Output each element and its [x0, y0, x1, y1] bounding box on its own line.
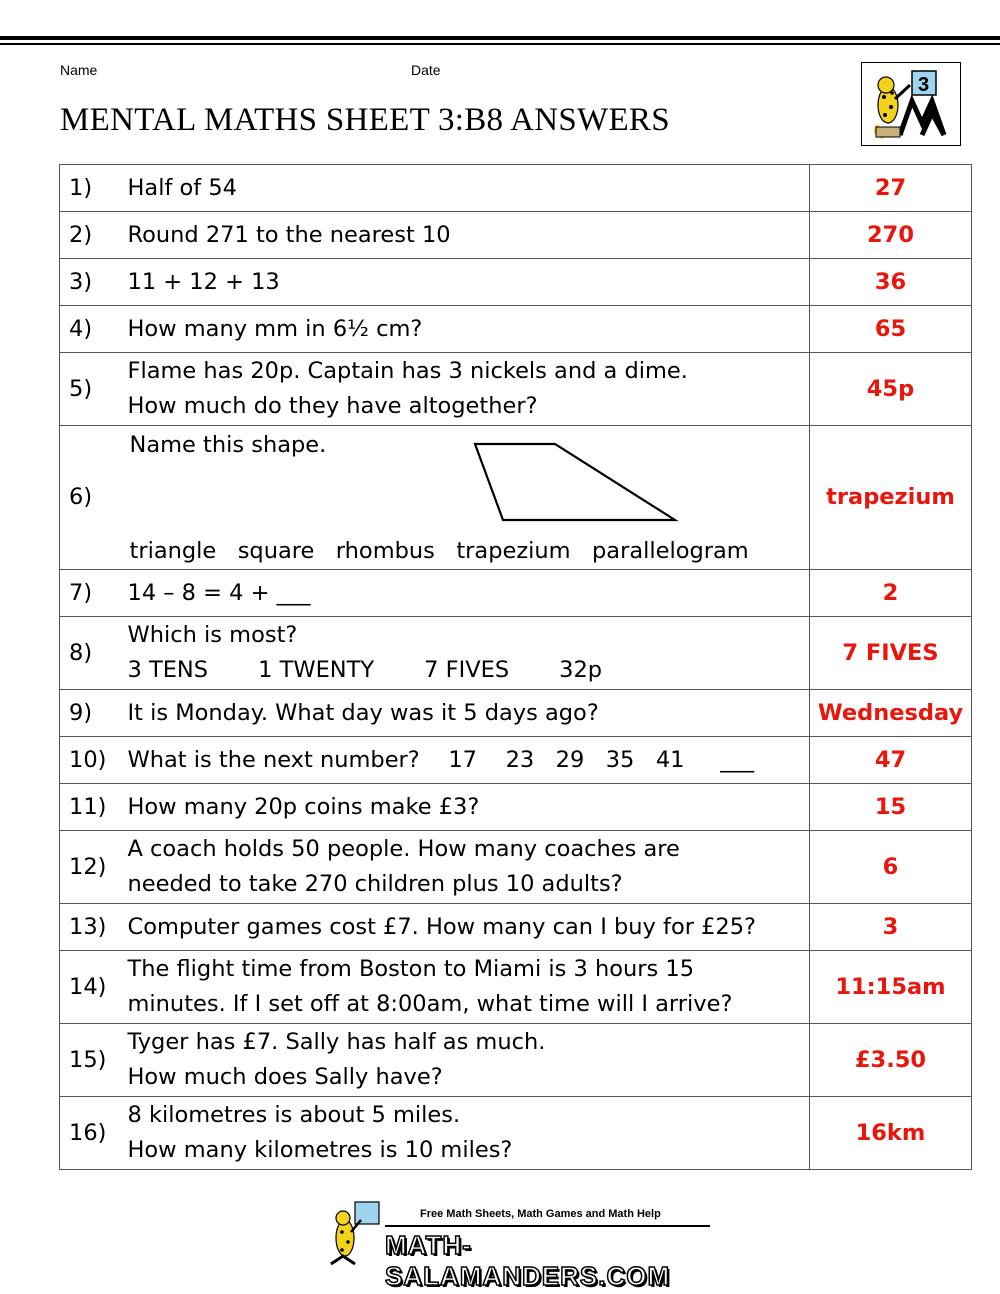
question-text [126, 1024, 810, 1097]
shape-options: triangle square rhombus trapezium parallelogram [129, 538, 749, 564]
question-number: 4) [60, 306, 126, 353]
question-number: 9) [60, 690, 126, 737]
question-number: 5) [60, 353, 126, 426]
question-row [60, 904, 972, 951]
question-text: 11 + 12 + 13 [126, 259, 810, 306]
question-number: 15) [60, 1024, 126, 1097]
question-line: How much do they have altogether? [127, 393, 538, 419]
question-number: 3) [60, 259, 126, 306]
salamander-logo-icon [861, 62, 961, 146]
footer-branding [325, 1198, 720, 1291]
name-label: Name [60, 62, 98, 78]
question-number: 1) [60, 165, 126, 212]
question-row [60, 690, 972, 737]
question-row [60, 259, 972, 306]
question-text [126, 353, 810, 426]
question-text: How many 20p coins make £3? [126, 784, 810, 831]
question-text: 14 – 8 = 4 + ___ [126, 570, 810, 617]
page-title: MENTAL MATHS SHEET 3:B8 ANSWERS [60, 102, 670, 138]
question-text: Round 271 to the nearest 10 [126, 212, 810, 259]
question-number: 11) [60, 784, 126, 831]
question-line: How many kilometres is 10 miles? [127, 1137, 513, 1163]
trapezium-shape-icon [473, 442, 678, 524]
question-number: 6) [60, 426, 126, 570]
question-text [126, 831, 810, 904]
answer-cell: 11:15am [810, 951, 972, 1024]
footer-tagline: Free Math Sheets, Math Games and Math Help [420, 1208, 661, 1220]
footer-divider [385, 1225, 710, 1227]
question-text: Half of 54 [126, 165, 810, 212]
answer-cell: 16km [810, 1097, 972, 1170]
answer-cell: Wednesday [810, 690, 972, 737]
question-row [60, 951, 972, 1024]
question-row [60, 165, 972, 212]
question-row [60, 426, 972, 570]
question-number: 10) [60, 737, 126, 784]
answer-cell: £3.50 [810, 1024, 972, 1097]
question-number: 7) [60, 570, 126, 617]
question-row [60, 306, 972, 353]
question-line: The flight time from Boston to Miami is 3 hours 15 [127, 956, 695, 982]
question-number: 16) [60, 1097, 126, 1170]
question-number: 8) [60, 617, 126, 690]
answer-cell: 3 [810, 904, 972, 951]
question-line: 3 TENS 1 TWENTY 7 FIVES 32p [127, 657, 603, 683]
question-text [126, 1097, 810, 1170]
question-row [60, 1024, 972, 1097]
questions-table [59, 164, 972, 1170]
question-line: A coach holds 50 people. How many coaches are [127, 836, 680, 862]
answer-cell: 2 [810, 570, 972, 617]
question-row [60, 784, 972, 831]
answer-cell: 45p [810, 353, 972, 426]
question-line: How much does Sally have? [127, 1064, 443, 1090]
date-label: Date [411, 62, 441, 78]
question-row [60, 617, 972, 690]
answer-cell: 65 [810, 306, 972, 353]
top-rule-thin [0, 43, 1000, 45]
question-row [60, 570, 972, 617]
answer-cell: trapezium [810, 426, 972, 570]
question-row [60, 353, 972, 426]
question-line: Tyger has £7. Sally has half as much. [127, 1029, 546, 1055]
answer-cell: 15 [810, 784, 972, 831]
top-rule [0, 36, 1000, 40]
question-text: Computer games cost £7. How many can I buy for £25? [126, 904, 810, 951]
question-row [60, 212, 972, 259]
question-text [126, 617, 810, 690]
question-line: Flame has 20p. Captain has 3 nickels and a dime. [127, 358, 688, 384]
question-line: Which is most? [127, 622, 298, 648]
answer-cell: 47 [810, 737, 972, 784]
question-number: 13) [60, 904, 126, 951]
question-text: What is the next number? 17 23 29 35 41 ___ [126, 737, 810, 784]
question-line: minutes. If I set off at 8:00am, what time will I arrive? [127, 991, 733, 1017]
answer-cell: 36 [810, 259, 972, 306]
question-row [60, 1097, 972, 1170]
question-text [126, 426, 810, 570]
answer-cell: 27 [810, 165, 972, 212]
question-number: 2) [60, 212, 126, 259]
question-number: 12) [60, 831, 126, 904]
question-line: 8 kilometres is about 5 miles. [127, 1102, 461, 1128]
question-row [60, 831, 972, 904]
answer-cell: 6 [810, 831, 972, 904]
question-row [60, 737, 972, 784]
question-text: How many mm in 6½ cm? [126, 306, 810, 353]
footer-site-name: MATH-SALAMANDERS.COM [385, 1230, 671, 1291]
question-line: Name this shape. [129, 432, 327, 458]
question-line: needed to take 270 children plus 10 adults? [127, 871, 623, 897]
question-text [126, 951, 810, 1024]
question-number: 14) [60, 951, 126, 1024]
answer-cell: 7 FIVES [810, 617, 972, 690]
salamander-footer-icon [325, 1198, 385, 1270]
logo-digit: 3 [918, 74, 930, 96]
question-text: It is Monday. What day was it 5 days ago? [126, 690, 810, 737]
answer-cell: 270 [810, 212, 972, 259]
